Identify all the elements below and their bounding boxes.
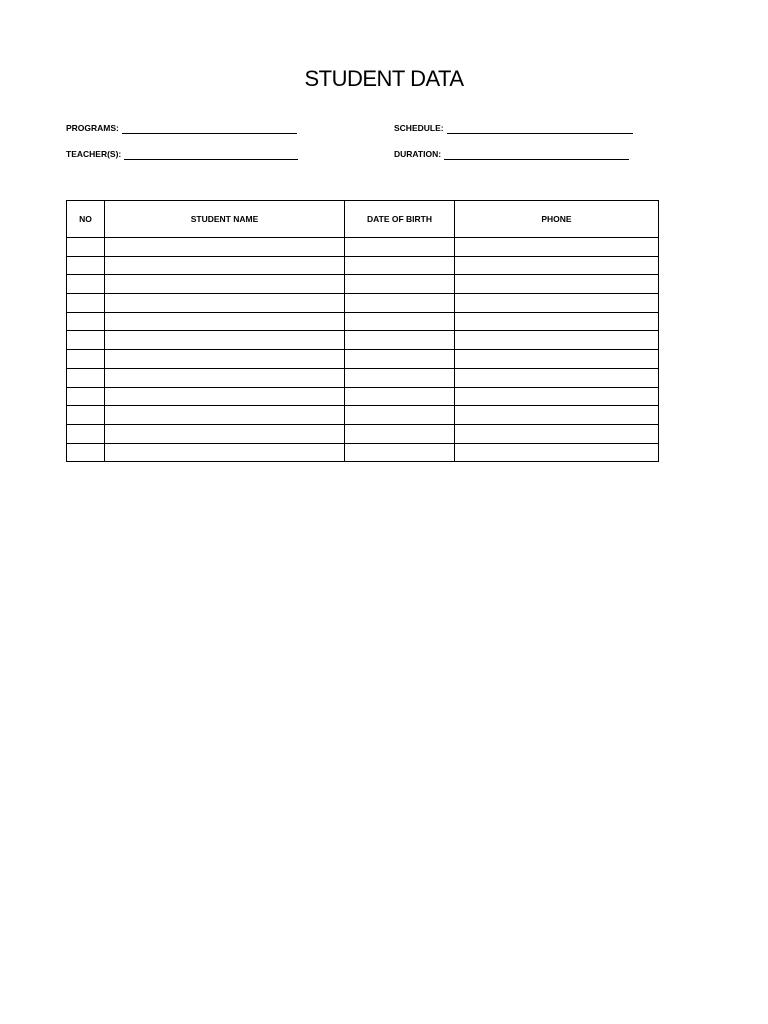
schedule-label: SCHEDULE:	[394, 123, 444, 133]
cell-student-name[interactable]	[105, 368, 345, 387]
duration-label: DURATION:	[394, 149, 442, 159]
duration-field[interactable]	[394, 148, 629, 160]
cell-date-of-birth[interactable]	[345, 387, 455, 406]
programs-field[interactable]	[66, 122, 297, 134]
cell-no[interactable]	[67, 424, 105, 443]
header-student-name: STUDENT NAME	[105, 201, 345, 238]
cell-no[interactable]	[67, 350, 105, 369]
table-row	[67, 387, 659, 406]
schedule-field[interactable]	[394, 122, 633, 134]
duration-blank-line[interactable]	[444, 149, 629, 160]
cell-student-name[interactable]	[105, 256, 345, 275]
programs-blank-line[interactable]	[122, 123, 297, 134]
cell-date-of-birth[interactable]	[345, 312, 455, 331]
cell-phone[interactable]	[455, 443, 659, 462]
header-date-of-birth: DATE OF BIRTH	[345, 201, 455, 238]
cell-student-name[interactable]	[105, 350, 345, 369]
cell-phone[interactable]	[455, 312, 659, 331]
cell-phone[interactable]	[455, 406, 659, 425]
page-title: STUDENT DATA	[304, 66, 464, 91]
cell-phone[interactable]	[455, 331, 659, 350]
programs-label: PROGRAMS:	[66, 123, 119, 133]
table-row	[67, 256, 659, 275]
table-row	[67, 238, 659, 257]
cell-date-of-birth[interactable]	[345, 424, 455, 443]
cell-date-of-birth[interactable]	[345, 238, 455, 257]
cell-date-of-birth[interactable]	[345, 331, 455, 350]
cell-no[interactable]	[67, 312, 105, 331]
table-row	[67, 443, 659, 462]
cell-student-name[interactable]	[105, 424, 345, 443]
cell-phone[interactable]	[455, 350, 659, 369]
table-row	[67, 406, 659, 425]
cell-phone[interactable]	[455, 424, 659, 443]
cell-student-name[interactable]	[105, 406, 345, 425]
student-table	[66, 200, 659, 462]
table-header-row	[67, 201, 659, 238]
cell-phone[interactable]	[455, 294, 659, 313]
cell-no[interactable]	[67, 443, 105, 462]
header-phone: PHONE	[455, 201, 659, 238]
cell-student-name[interactable]	[105, 275, 345, 294]
cell-student-name[interactable]	[105, 387, 345, 406]
teachers-label: TEACHER(S):	[66, 149, 122, 159]
cell-date-of-birth[interactable]	[345, 406, 455, 425]
cell-student-name[interactable]	[105, 331, 345, 350]
cell-student-name[interactable]	[105, 238, 345, 257]
cell-date-of-birth[interactable]	[345, 275, 455, 294]
table-row	[67, 275, 659, 294]
teachers-blank-line[interactable]	[124, 149, 298, 160]
cell-phone[interactable]	[455, 238, 659, 257]
table-row	[67, 331, 659, 350]
cell-phone[interactable]	[455, 275, 659, 294]
form-row-teachers-duration	[66, 148, 666, 162]
cell-no[interactable]	[67, 294, 105, 313]
cell-date-of-birth[interactable]	[345, 294, 455, 313]
cell-date-of-birth[interactable]	[345, 368, 455, 387]
schedule-blank-line[interactable]	[447, 123, 633, 134]
form-row-programs-schedule	[66, 122, 666, 136]
cell-no[interactable]	[67, 368, 105, 387]
teachers-field[interactable]	[66, 148, 298, 160]
cell-student-name[interactable]	[105, 294, 345, 313]
header-no: NO	[67, 201, 105, 238]
cell-phone[interactable]	[455, 387, 659, 406]
cell-no[interactable]	[67, 275, 105, 294]
cell-date-of-birth[interactable]	[345, 443, 455, 462]
table-row	[67, 350, 659, 369]
cell-date-of-birth[interactable]	[345, 350, 455, 369]
cell-phone[interactable]	[455, 256, 659, 275]
cell-student-name[interactable]	[105, 312, 345, 331]
table-row	[67, 424, 659, 443]
cell-phone[interactable]	[455, 368, 659, 387]
cell-no[interactable]	[67, 387, 105, 406]
table-body	[67, 238, 659, 462]
cell-no[interactable]	[67, 406, 105, 425]
cell-student-name[interactable]	[105, 443, 345, 462]
table-row	[67, 368, 659, 387]
table-row	[67, 312, 659, 331]
table-row	[67, 294, 659, 313]
cell-no[interactable]	[67, 331, 105, 350]
cell-date-of-birth[interactable]	[345, 256, 455, 275]
cell-no[interactable]	[67, 256, 105, 275]
cell-no[interactable]	[67, 238, 105, 257]
